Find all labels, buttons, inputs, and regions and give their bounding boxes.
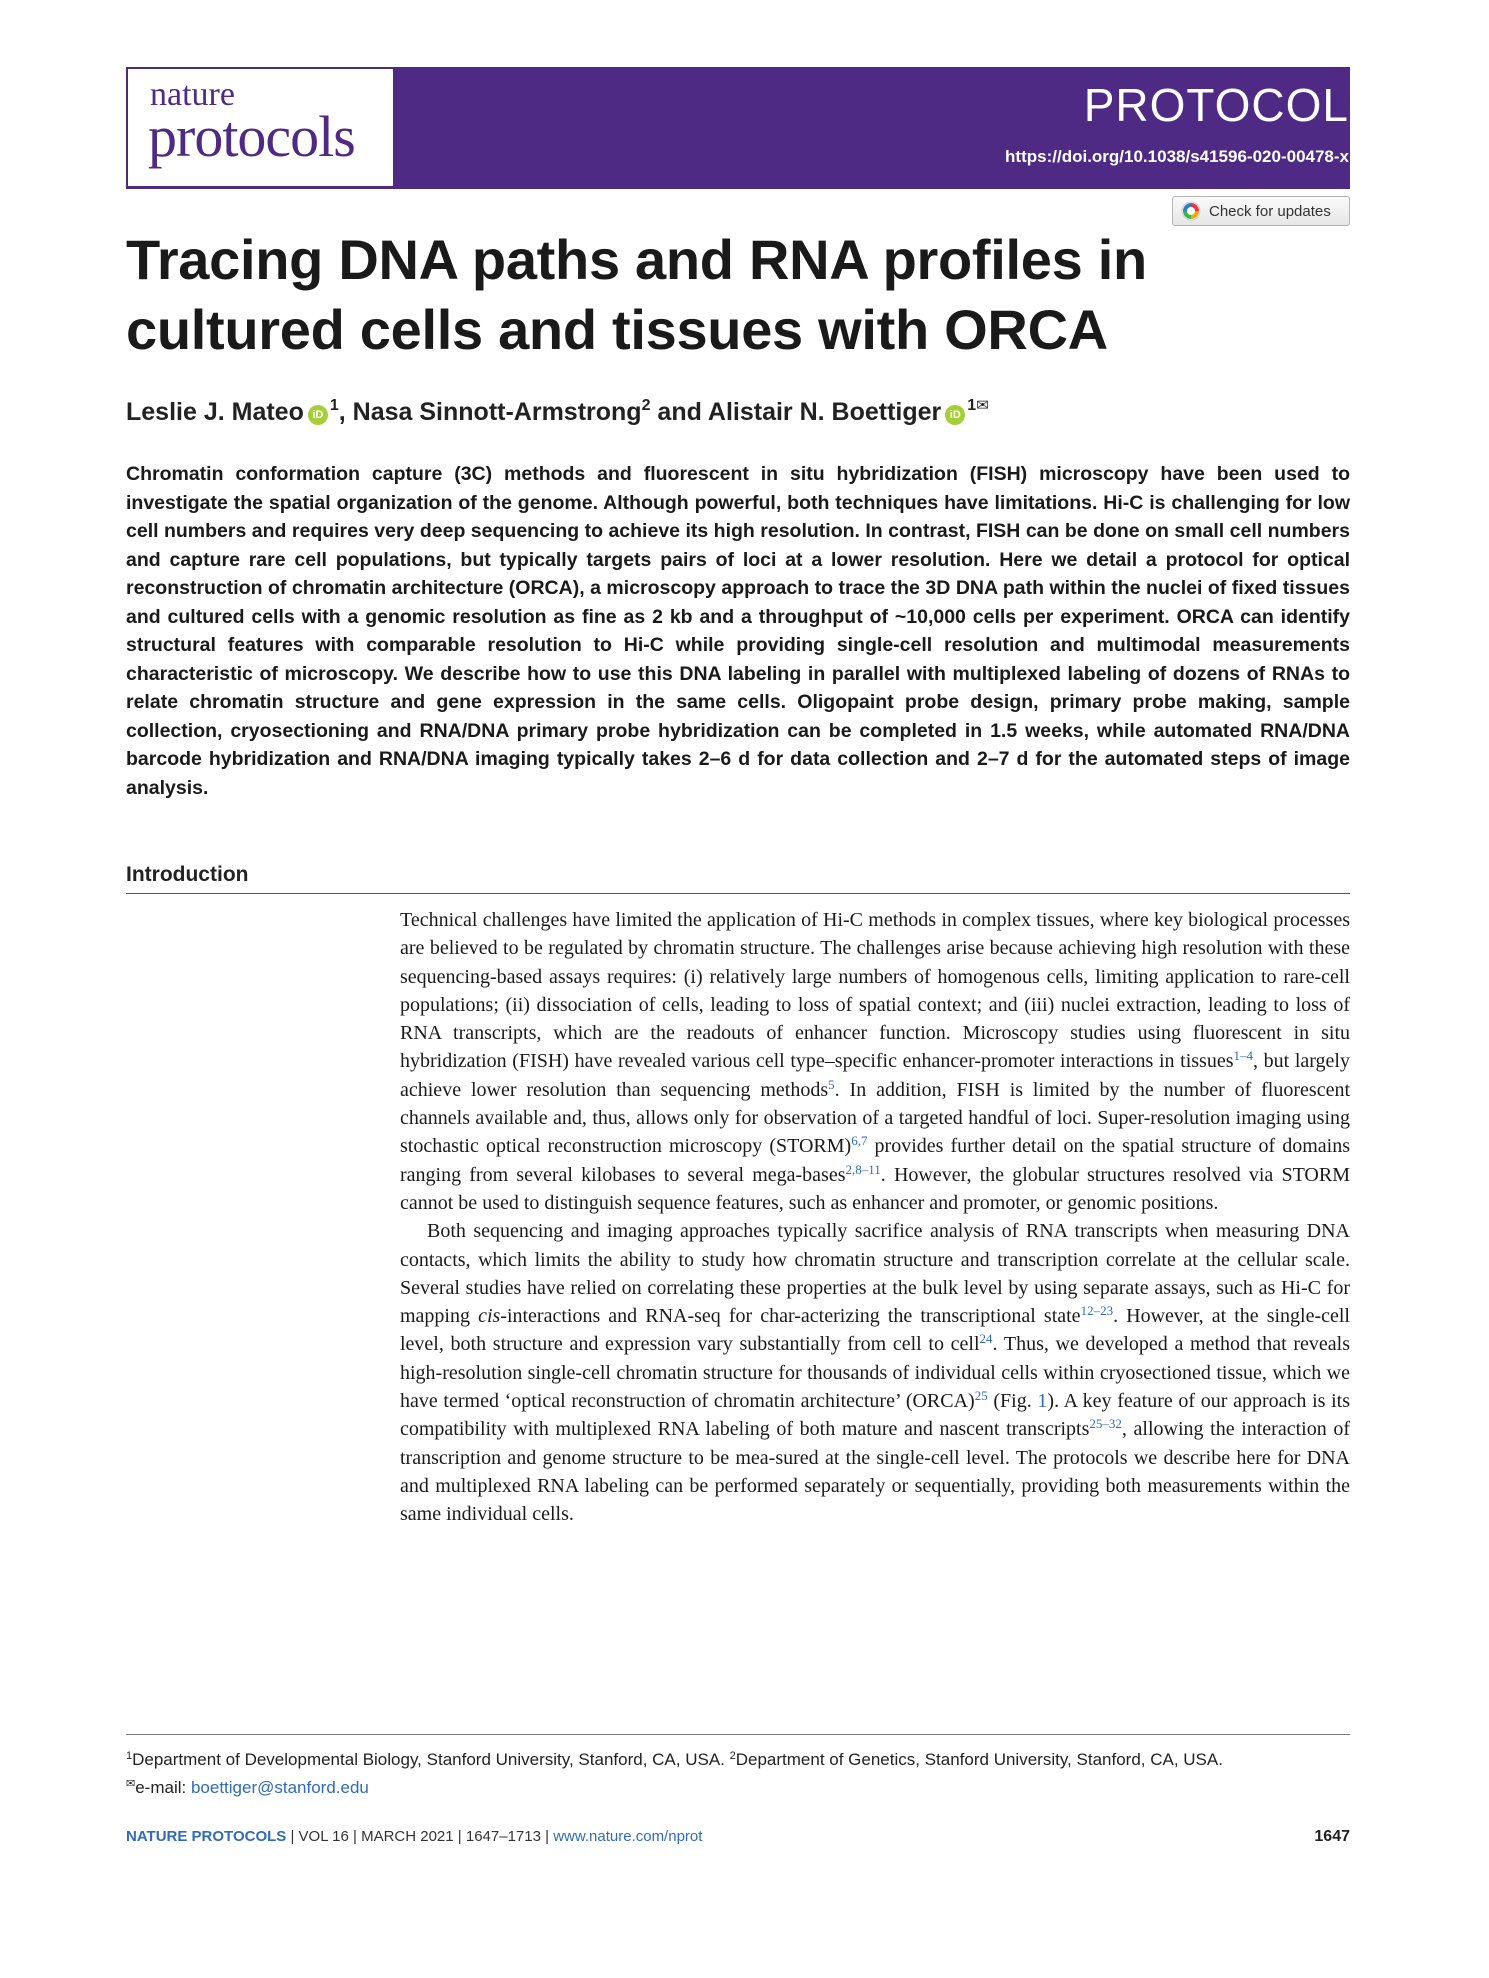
footer-volume: VOL 16 [298,1828,349,1845]
author-separator: , [338,398,353,426]
citation-link[interactable]: 5 [828,1076,835,1092]
author-affiliation: 2 [641,397,651,414]
citation-link[interactable]: 1–4 [1233,1048,1253,1064]
body-text [400,906,1350,1529]
figure-link[interactable]: 1 [1037,1390,1048,1413]
author-name[interactable]: Alistair N. Boettiger [707,398,942,426]
check-for-updates-label: Check for updates [1209,202,1331,220]
page-number: 1647 [1314,1828,1350,1845]
paragraph: Both sequencing and imaging approaches typically sacrifice analysis of RNA transcripts when measuring DNA contacts, which limits the ability to study how chromatin structure and transcription correlate at the cellular scale. Several studies have relied on correlating these properties at the bulk level by using separate assays, such as Hi-C for mapping cis-interactions and RNA-seq for char-acterizing the transcriptional state$^{12-23}$. However, at the single-cell level, both structure and expression vary substantially from cell to cell$^{24}$. Thus, we developed a method that reveals high-resolution single-cell chromatin structure for thousands of individual cells within cryosectioned tissue, which we have termed ‘optical reconstruction of chromatin architecture’ (ORCA)$^{25}$ (Fig. 1). A key feature of our approach is its compatibility with multiplexed RNA labeling of both mature and nascent transcripts$^{25-32}$, allowing the interaction of transcription and genome structure to be mea-sured at the single-cell level. The protocols we describe here for DNA and multiplexed RNA labeling can be performed separately or sequentially, providing both measurements within the same individual cells. [400,1220,1350,1526]
author-name[interactable]: Nasa Sinnott-Armstrong [352,398,642,426]
orcid-icon[interactable]: iD [308,405,328,425]
paragraph: Technical challenges have limited the application of Hi-C methods in complex tissues, where key biological processes are believed to be regulated by chromatin structure. The challenges arise because achieving high resolution with these sequencing-based assays requires: (i) relatively large numbers of homogenous cells, limiting application to rare-cell populations; (ii) dissociation of cells, leading to loss of spatial context; and (iii) nuclei extraction, leading to loss of RNA transcripts, which are the readouts of enhancer function. Microscopy studies using fluorescent in situ hybridization (FISH) have revealed various cell type–specific enhancer-promoter interactions in tissues$^{1-4}$, but largely achieve lower resolution than sequencing methods$^5$. In addition, FISH is limited by the number of fluorescent channels available and, thus, allows only for observation of a targeted handful of loci. Super-resolution imaging using stochastic optical reconstruction microscopy (STORM)$^{6,7}$ provides further detail on the spatial structure of domains ranging from several kilobases to several mega-bases$^{2,8-11}$. However, the globular structures resolved via STORM cannot be used to distinguish sequence features, such as enhancer and promoter, or genomic positions. [400,909,1350,1214]
author-separator: and [650,398,708,426]
footer-date: MARCH 2021 [361,1828,454,1845]
citation-link[interactable]: 6,7 [851,1133,868,1149]
doi-link[interactable]: https://doi.org/10.1038/s41596-020-00478-x [1005,147,1349,166]
section-heading-introduction: Introduction [126,863,249,886]
email-link[interactable]: boettiger@stanford.edu [190,1778,369,1797]
footnote-divider [126,1734,1350,1735]
envelope-icon: ✉ [126,1778,136,1790]
citation-link[interactable]: 25–32 [1089,1416,1122,1432]
citation-link[interactable]: 12–23 [1080,1303,1114,1319]
footer-url-link[interactable]: www.nature.com/nprot [553,1828,703,1845]
envelope-icon[interactable]: ✉ [976,397,989,414]
crossmark-icon [1181,201,1201,221]
author-list [126,398,989,425]
affiliations-footnote: $^1$Department of Developmental Biology, Stanford University, Stanford, CA, USA. $^2$Department of Genetics, Stanford University, Stanford, CA, USA. ✉e-mail: boettiger@stanford.edu [126,1750,1223,1797]
citation-link[interactable]: 24 [979,1331,993,1347]
orcid-icon[interactable]: iD [945,405,965,425]
page-footer: NATURE PROTOCOLS | VOL 16 | MARCH 2021 | 1647–1713 | www.nature.com/nprot [126,1828,703,1845]
article-type-label: PROTOCOL [1083,79,1349,131]
logo-text-protocols: protocols [148,104,355,169]
abstract: Chromatin conformation capture (3C) methods and fluorescent in situ hybridization (FISH) microscopy have been used to investigate the spatial organization of the genome. Although powerful, both techniques have limitations. Hi-C is challenging for low cell numbers and requires very deep sequencing to achieve its high resolution. In contrast, FISH can be done on small cell numbers and capture rare cell populations, but typically targets pairs of loci at a lower resolution. Here we detail a protocol for optical reconstruction of chromatin architecture (ORCA), a microscopy approach to trace the 3D DNA path within the nuclei of fixed tissues and cultured cells with a genomic resolution as fine as 2 kb and a throughput of ~10,000 cells per experiment. ORCA can identify structural features with comparable resolution to Hi-C while providing single-cell resolution and multimodal measurements characteristic of microscopy. We describe how to use this DNA labeling in parallel with multiplexed labeling of dozens of RNAs to relate chromatin structure and gene expression in the same cells. Oligopaint probe design, primary probe making, sample collection, cryosectioning and RNA/DNA primary probe hybridization can be completed in 1.5 weeks, while automated RNA/DNA barcode hybridization and RNA/DNA imaging typically takes 2–6 d for data collection and 2–7 d for the automated steps of image analysis. [126,463,1350,799]
check-for-updates-button[interactable] [1172,196,1350,226]
article-title: Tracing DNA paths and RNA profiles in cultured cells and tissues with ORCA [126,228,1147,361]
citation-link[interactable]: 2,8–11 [845,1161,881,1177]
author-affiliation: 1 [329,397,339,414]
footer-pages: 1647–1713 [465,1828,541,1845]
author-affiliation: 1 [967,397,977,414]
footer-journal: NATURE PROTOCOLS [126,1828,287,1845]
section-divider [126,893,1350,894]
citation-link[interactable]: 25 [974,1388,988,1404]
author-name[interactable]: Leslie J. Mateo [126,398,304,426]
logo-text-nature: nature [150,76,235,113]
